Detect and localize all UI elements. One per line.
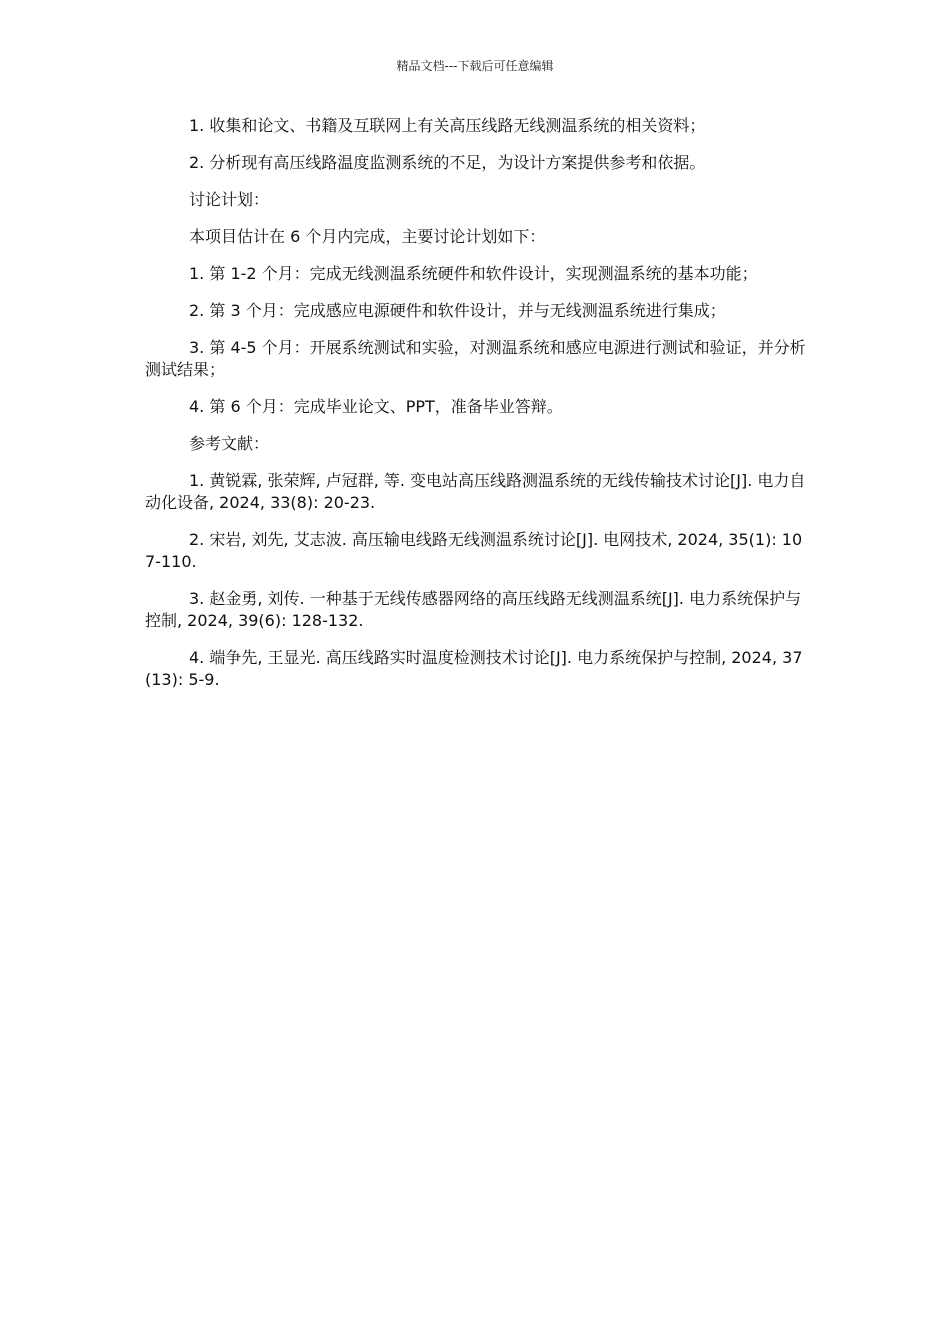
reference-item-4: 4. 端争先, 王显光. 高压线路实时温度检测技术讨论[J]. 电力系统保护与控制, 2024, 37(13): 5-9. [145, 648, 803, 689]
page-header: 精品文档---下载后可任意编辑 [396, 59, 554, 73]
task-item-1: 1. 收集和论文、书籍及互联网上有关高压线路无线测温系统的相关资料； [189, 116, 706, 135]
reference-item-2: 2. 宋岩, 刘先, 艾志波. 高压输电线路无线测温系统讨论[J]. 电网技术, 2024, 35(1): 107-110. [145, 530, 803, 571]
plan-item-3: 3. 第 4-5 个月：开展系统测试和实验，对测温系统和感应电源进行测试和验证，并分析测试结果； [145, 338, 806, 379]
section-heading-references: 参考文献： [189, 434, 270, 453]
reference-item-1: 1. 黄锐霖, 张荣辉, 卢冠群, 等. 变电站高压线路测温系统的无线传输技术讨论[J]. 电力自动化设备, 2024, 33(8): 20-23. [145, 471, 806, 512]
plan-intro: 本项目估计在 6 个月内完成，主要讨论计划如下： [189, 227, 546, 246]
plan-item-4: 4. 第 6 个月：完成毕业论文、PPT，准备毕业答辩。 [189, 397, 563, 416]
section-heading-plan: 讨论计划： [189, 190, 270, 209]
plan-item-2: 2. 第 3 个月：完成感应电源硬件和软件设计，并与无线测温系统进行集成； [189, 301, 726, 320]
task-item-2: 2. 分析现有高压线路温度监测系统的不足，为设计方案提供参考和依据。 [189, 153, 706, 172]
reference-item-3: 3. 赵金勇, 刘传. 一种基于无线传感器网络的高压线路无线测温系统[J]. 电力系统保护与控制, 2024, 39(6): 128-132. [145, 589, 802, 630]
plan-item-1: 1. 第 1-2 个月：完成无线测温系统硬件和软件设计，实现测温系统的基本功能； [189, 264, 758, 283]
document-body [145, 115, 810, 706]
